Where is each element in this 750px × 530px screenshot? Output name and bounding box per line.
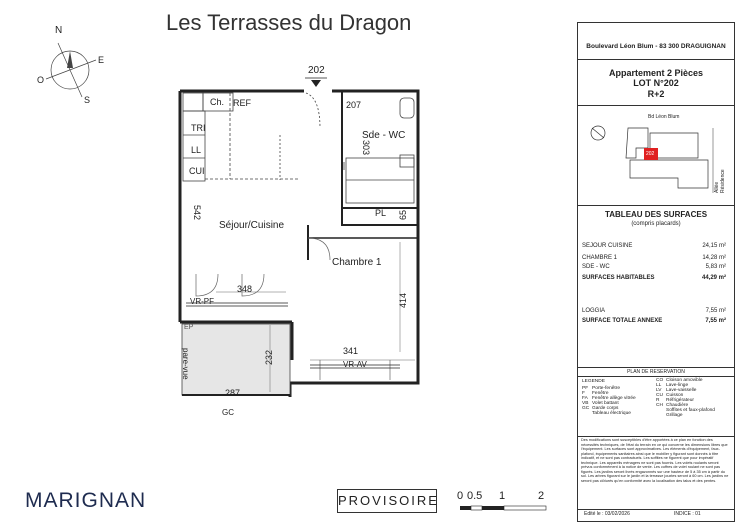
label-ref: REF (233, 98, 251, 108)
dim-348: 348 (237, 284, 253, 294)
entry-arrow-icon (311, 80, 321, 87)
legend-item: GC Garde corps (582, 406, 619, 411)
legend-item: CU Cuisson (656, 393, 684, 398)
dim-414: 414 (398, 292, 408, 308)
room-sejour: Séjour/Cuisine (219, 220, 285, 231)
floor-level: R+2 (647, 89, 665, 99)
legend-item: FA Fenêtre allège vitrée (582, 396, 636, 401)
dim-207: 207 (346, 100, 362, 110)
compass-n: N (55, 25, 63, 36)
legend-item: Tableau électrique (592, 411, 631, 416)
location-map (578, 108, 734, 203)
legend-item: VB Volet battant (582, 401, 619, 406)
map-street: Bd Léon Blum (648, 114, 680, 120)
legend-item: Soffites et faux-plafond (666, 408, 715, 413)
address: Boulevard Léon Blum - 83 300 DRAGUIGNAN (586, 43, 726, 50)
surface-row: CHAMBRE 1 14,28 m² (582, 255, 726, 261)
title-block (577, 22, 735, 522)
map-street-2: Allée Résidence (714, 169, 726, 193)
door-number: 202 (308, 65, 325, 76)
label-tri: TRI (191, 123, 206, 133)
label-vrav: VR-AV (343, 360, 367, 369)
map-lot: 202 (646, 151, 655, 157)
surface-row: SEJOUR CUISINE 24,15 m² (582, 243, 726, 249)
table-title: TABLEAU DES SURFACES (604, 210, 708, 219)
legend-item: LV Lave-vaisselle (656, 388, 697, 393)
legend-item: F Fenêtre (582, 391, 609, 396)
dim-542: 542 (192, 205, 202, 221)
edit-date: Edité le : 03/02/2026 (584, 511, 630, 517)
compass-graphic (30, 25, 110, 105)
logo-text: MARIGNAN (25, 489, 147, 512)
scale-1: 1 (499, 490, 506, 502)
surface-row-total: SURFACES HABITABLES 44,29 m² (582, 275, 726, 281)
annex-row: LOGGIA 7,55 m² (582, 308, 726, 314)
label-pare-vue: pare-vue (181, 348, 190, 380)
scale-0: 0 (457, 490, 464, 502)
compass-rose (30, 25, 110, 105)
room-chambre: Chambre 1 (332, 257, 382, 268)
legend-title: PLAN DE RESERVATION (627, 369, 685, 375)
scale-05: 0.5 (467, 490, 483, 502)
compass-e: E (98, 55, 105, 65)
dim-65: 65 (398, 209, 408, 220)
label-ch: Ch. (210, 97, 225, 107)
legend-item: Grillage (666, 413, 683, 418)
scale-bar (457, 490, 552, 520)
label-ep: EP (184, 324, 194, 331)
scale-2: 2 (538, 490, 545, 502)
legend (582, 379, 730, 435)
marignan-logo (25, 489, 146, 513)
room-sde: Sde - WC (362, 130, 406, 141)
dim-341: 341 (343, 346, 359, 356)
dim-287: 287 (225, 388, 241, 398)
dim-232: 232 (264, 349, 274, 365)
label-cui: CUI (189, 166, 205, 176)
legend-item: R Réfrigérateur (656, 398, 694, 403)
disclaimer: Des modifications sont susceptibles d'être apportées à ce plan en fonction des nécessités techniques, de l'état du terrain en ce qui concerne les dimensions libres que l'équipement. Les surfaces sont approximatives. Les éléments d'équipement, faux-plafond, équipements sanitaires ainsi que le mobilier y figurant sont donnés à titre indicatif, et ne sont pas contractuels. Les soffites ne figurent que pour impératif technique. Les appareils ménagers ne sont pas fournis. Les volets roulants seront prévus conformément à la notice de vente. Les coffres de volet roulant ne sont pas figurés. Les jardins seront livrés engazonnés sur une hauteur de 5 à 35 cm à partir du sol. Les arbres figurant sur le jardin et la terrasse jouxtes seront à 60 cm. Les jardins ne seront pas clôturés qu'en conformité avec la localisation des talus et des pentes. (581, 438, 729, 483)
annex-row-total: SURFACE TOTALE ANNEXE 7,55 m² (582, 318, 726, 324)
label-vrpf: VR-PF (190, 297, 214, 306)
legend-item: PF Porte-fenêtre (582, 386, 620, 391)
legend-heading: LEGENDE (582, 379, 605, 384)
legend-item: CO Cloison amovible (656, 378, 703, 383)
dim-303: 303 (361, 140, 371, 156)
floor-plan (160, 60, 420, 420)
compass-o: O (37, 75, 45, 85)
provisoire-stamp: PROVISOIRE (337, 489, 437, 513)
apartment-type: Appartement 2 Pièces (608, 68, 704, 78)
table-subtitle: (compris placards) (631, 221, 681, 227)
surface-row: SDE - WC 5,83 m² (582, 264, 726, 270)
label-gc: GC (222, 408, 234, 417)
revision-index: INDICE : 01 (674, 511, 701, 517)
legend-item: CH Chaudière (656, 403, 689, 408)
floor-plan-drawing (160, 60, 420, 420)
legend-item: LL Lave-linge (656, 383, 689, 388)
compass-s: S (84, 95, 91, 105)
label-ll: LL (191, 145, 202, 155)
label-pl: PL (375, 208, 387, 218)
lot-number: LOT N°202 (633, 78, 679, 88)
plan-title: Les Terrasses du Dragon (166, 10, 412, 35)
